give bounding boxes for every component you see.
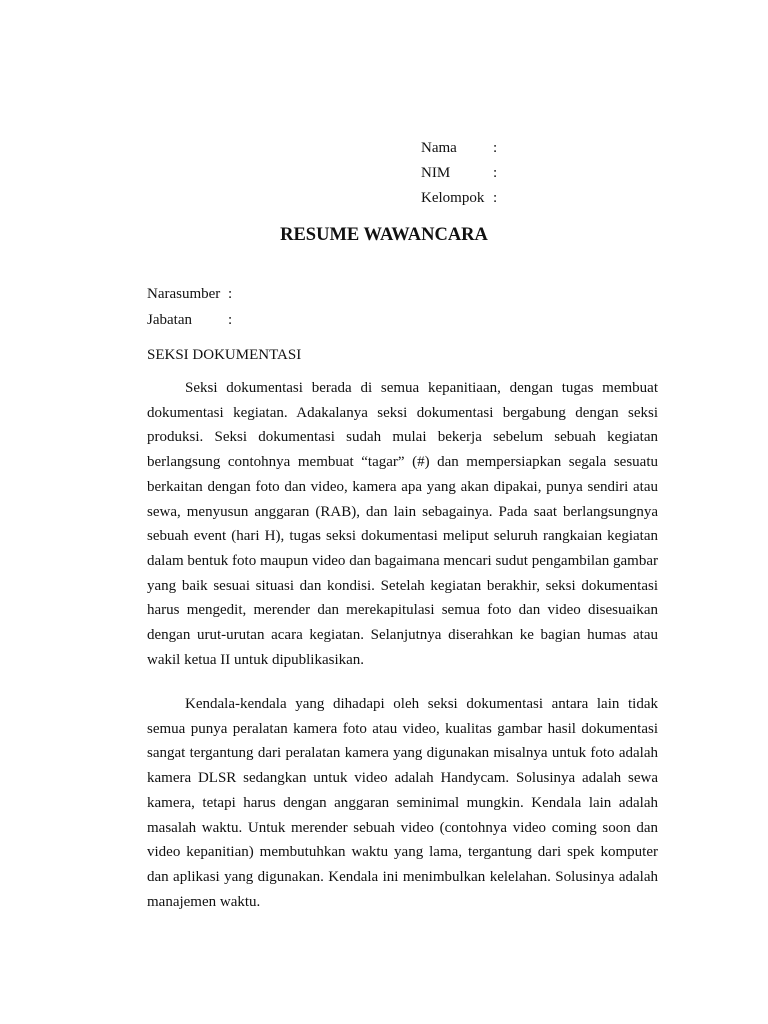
body-paragraph: Seksi dokumentasi berada di semua kepanitiaan, dengan tugas membuat dokumentasi kegiatan. Adakalanya seksi dokumentasi bergabung dengan seksi produksi. Seksi dokumentasi sudah mulai bekerja sebelum sebuah kegiatan berlangsung contohnya membuat “tagar” (#) dan mempersiapkan segala sesuatu berkaitan dengan foto dan video, kamera apa yang akan dipakai, punya sendiri atau sewa, menyusun anggaran (RAB), dan lain sebagainya. Pada saat berlangsungnya sebuah event (hari H), tugas seksi dokumentasi meliput seluruh rangkaian kegiatan dalam bentuk foto maupun video dan bagaimana mencari sudut pengambilan gambar yang baik sesuai situasi dan kondisi. Setelah kegiatan berakhir, seksi dokumentasi harus mengedit, merender dan merekapitulasi semua foto dan video disesuaikan dengan urut-urutan acara kegiatan. Selanjutnya diserahkan ke bagian humas atau wakil ketua II untuk dipublikasikan. (147, 380, 658, 668)
meta-label: Narasumber (147, 286, 221, 302)
identity-row-nim (421, 161, 497, 186)
meta-row-jabatan (147, 307, 232, 333)
identity-colon: : (493, 190, 498, 206)
identity-row-nama (421, 136, 497, 161)
identity-row-kelompok (421, 186, 497, 211)
identity-colon: : (493, 165, 498, 181)
meta-colon: : (228, 312, 233, 328)
identity-colon: : (493, 140, 498, 156)
meta-colon: : (228, 286, 233, 302)
identity-label: Kelompok (421, 190, 485, 206)
section-heading: SEKSI DOKUMENTASI (147, 347, 302, 363)
meta-row-narasumber (147, 281, 232, 307)
meta-label: Jabatan (147, 312, 192, 328)
identity-label: Nama (421, 140, 457, 156)
identity-label: NIM (421, 165, 451, 181)
student-identity-block (421, 136, 497, 211)
document-title: RESUME WAWANCARA (280, 225, 488, 245)
interview-meta-block (147, 281, 232, 333)
body-paragraph: Kendala-kendala yang dihadapi oleh seksi dokumentasi antara lain tidak semua punya peralatan kamera foto atau video, kualitas gambar hasil dokumentasi sangat tergantung dari peralatan kamera yang digunakan misalnya untuk foto adalah kamera DLSR sedangkan untuk video adalah Handycam. Solusinya adalah sewa kamera, tetapi harus dengan anggaran seminimal mungkin. Kendala lain adalah masalah waktu. Untuk merender sebuah video (contohnya video coming soon dan video kepanitian) membutuhkan waktu yang lama, tergantung dari spek komputer dan aplikasi yang digunakan. Kendala ini menimbulkan kelelahan. Solusinya adalah manajemen waktu. (147, 696, 658, 910)
